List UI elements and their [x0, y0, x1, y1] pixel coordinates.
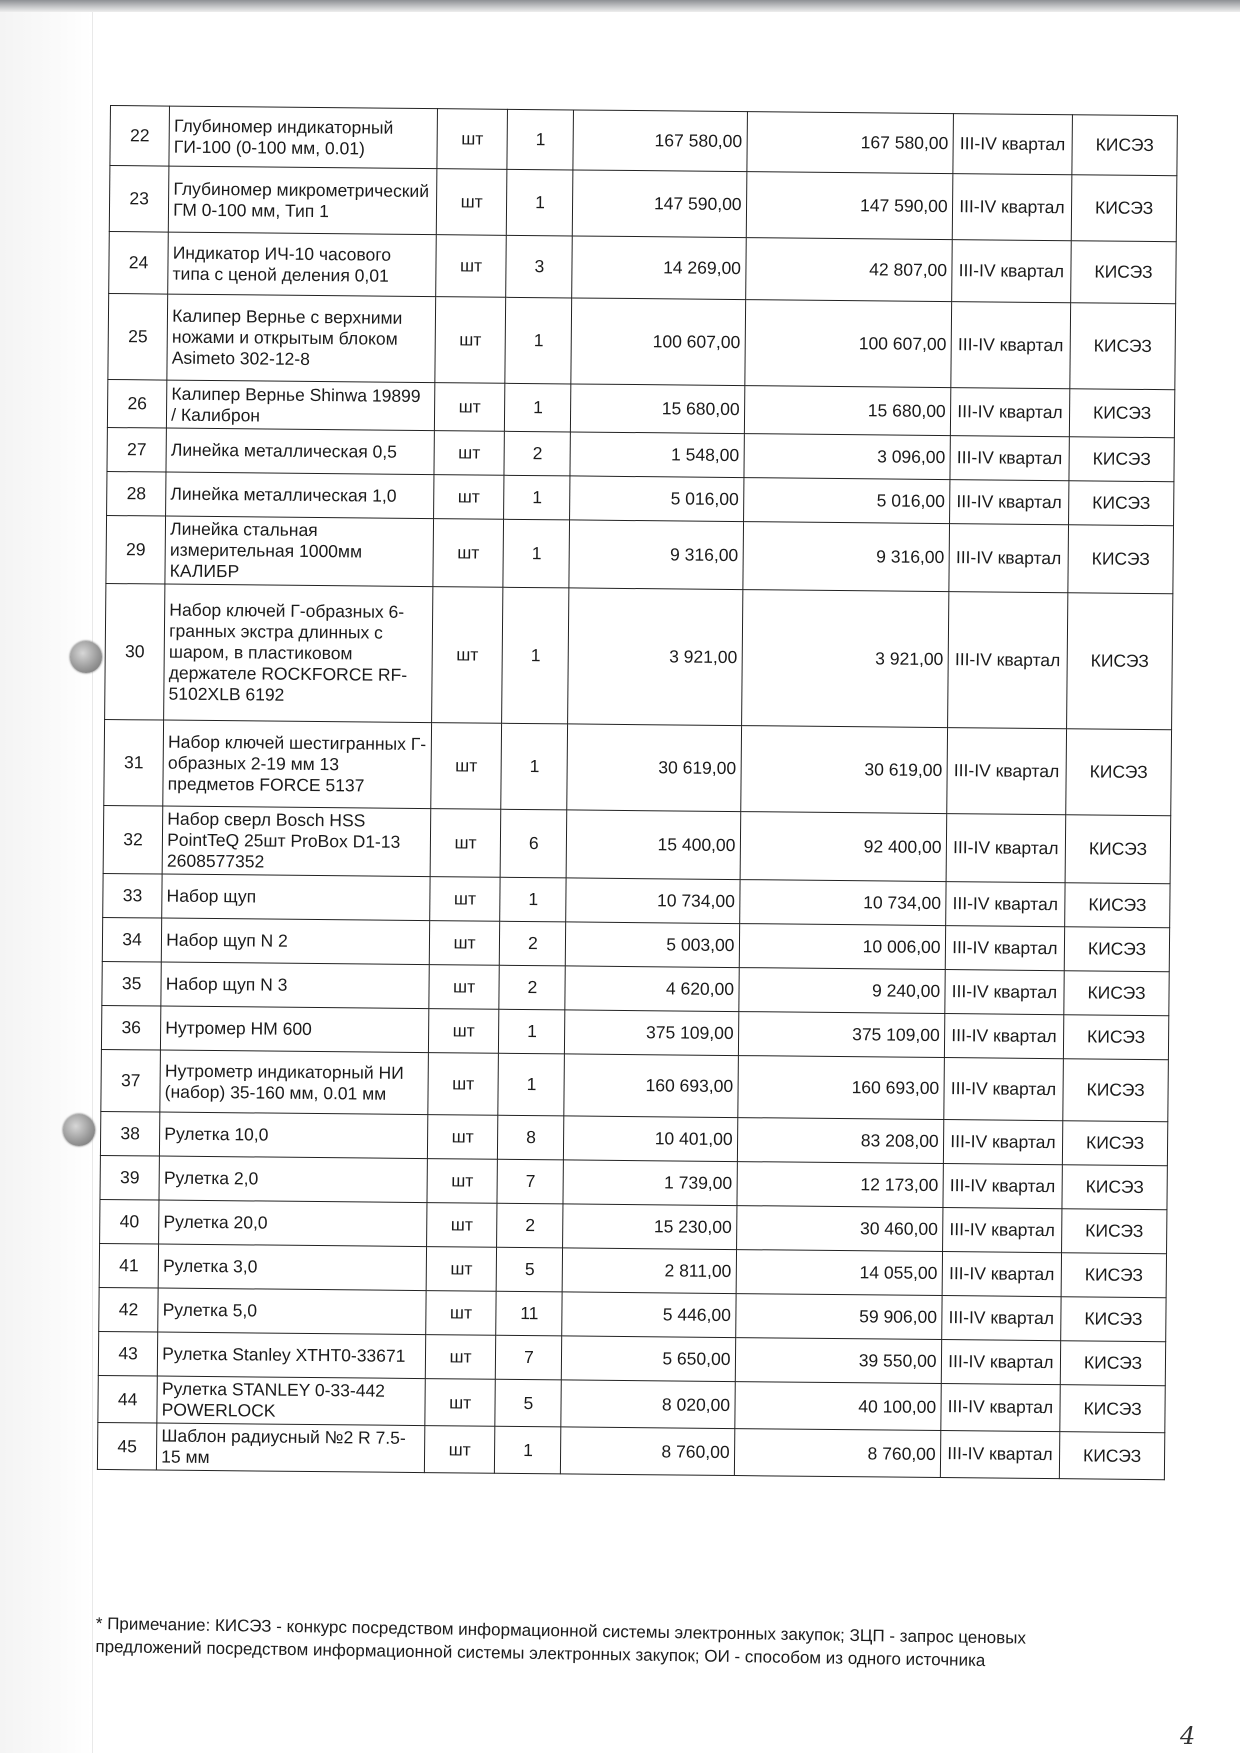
- quantity-cell: 6: [500, 809, 567, 878]
- period-cell: III-IV квартал: [945, 926, 1065, 971]
- total-cell: 59 906,00: [735, 1294, 942, 1340]
- table-row: [109, 231, 1177, 303]
- unit-cell: шт: [429, 965, 500, 1010]
- item-name: Линейка металлическая 0,5: [166, 428, 434, 475]
- unit-cell: шт: [429, 877, 500, 922]
- period-cell: III-IV квартал: [945, 882, 1065, 927]
- method-cell: КИСЭЗ: [1069, 437, 1174, 482]
- unit-cell: шт: [425, 1335, 496, 1380]
- row-number: 39: [100, 1155, 160, 1200]
- row-number: 37: [101, 1049, 161, 1112]
- row-number: 23: [109, 166, 169, 233]
- row-number: 34: [102, 917, 162, 962]
- method-cell: КИСЭЗ: [1069, 481, 1174, 526]
- row-number: 31: [104, 719, 164, 806]
- unit-price-cell: 8 020,00: [561, 1380, 735, 1429]
- period-cell: III-IV квартал: [950, 436, 1070, 481]
- total-cell: 100 607,00: [744, 300, 951, 388]
- unit-cell: шт: [434, 383, 505, 432]
- row-number: 28: [107, 471, 167, 516]
- quantity-cell: 1: [495, 1426, 561, 1474]
- quantity-cell: 1: [501, 723, 568, 810]
- unit-price-cell: 4 620,00: [565, 966, 738, 1012]
- unit-cell: шт: [434, 431, 505, 476]
- item-name: Нутрометр индикаторный НИ (набор) 35-160 мм, 0.01 мм: [160, 1050, 428, 1115]
- unit-price-cell: 167 580,00: [573, 110, 747, 172]
- punch-hole: [63, 1114, 95, 1146]
- unit-cell: шт: [433, 475, 504, 520]
- unit-cell: шт: [431, 723, 502, 810]
- unit-cell: шт: [429, 921, 500, 966]
- row-number: 27: [107, 427, 167, 472]
- row-number: 24: [109, 231, 169, 294]
- total-cell: 42 807,00: [745, 238, 952, 302]
- method-cell: КИСЭЗ: [1063, 1059, 1168, 1122]
- total-cell: 160 693,00: [737, 1056, 944, 1120]
- method-cell: КИСЭЗ: [1072, 115, 1177, 176]
- quantity-cell: 1: [498, 1053, 565, 1116]
- unit-cell: шт: [437, 109, 508, 170]
- unit-cell: шт: [427, 1115, 498, 1160]
- method-cell: КИСЭЗ: [1071, 175, 1176, 242]
- unit-price-cell: 1 739,00: [563, 1160, 736, 1206]
- quantity-cell: 2: [504, 431, 570, 476]
- method-cell: КИСЭЗ: [1070, 389, 1175, 438]
- period-cell: III-IV квартал: [946, 728, 1066, 815]
- unit-price-cell: 30 619,00: [567, 724, 741, 812]
- quantity-cell: 1: [500, 877, 566, 922]
- item-name: Набор щуп N 2: [161, 918, 429, 965]
- period-cell: III-IV квартал: [944, 970, 1064, 1015]
- table-row: [109, 166, 1177, 242]
- period-cell: III-IV квартал: [951, 240, 1071, 303]
- unit-cell: шт: [435, 235, 506, 298]
- period-cell: III-IV квартал: [946, 814, 1066, 883]
- unit-price-cell: 5 016,00: [570, 476, 743, 522]
- table-body: [97, 106, 1177, 1480]
- total-cell: 3 921,00: [741, 590, 948, 728]
- period-cell: III-IV квартал: [949, 480, 1069, 525]
- total-cell: 10 006,00: [739, 924, 946, 970]
- total-cell: 14 055,00: [736, 1250, 943, 1296]
- row-number: 42: [99, 1287, 159, 1332]
- row-number: 32: [103, 805, 163, 874]
- item-name: Набор ключей Г-образных 6-гранных экстра длинных с шаром, в пластиковом держателе ROCKFORCE RF-5102XLB 6192: [164, 584, 433, 723]
- quantity-cell: 1: [503, 519, 570, 588]
- document-table-wrap: [97, 105, 1178, 1480]
- total-cell: 92 400,00: [740, 812, 947, 882]
- item-name: Рулетка STANLEY 0-33-442 POWERLOCK: [157, 1376, 425, 1426]
- method-cell: КИСЭЗ: [1064, 1015, 1169, 1060]
- table-row: [108, 293, 1176, 389]
- unit-price-cell: 5 446,00: [562, 1292, 735, 1338]
- period-cell: III-IV квартал: [942, 1208, 1062, 1253]
- row-number: 35: [102, 961, 162, 1006]
- row-number: 33: [103, 873, 163, 918]
- unit-price-cell: 15 680,00: [571, 384, 745, 434]
- table-row: [101, 1049, 1169, 1121]
- item-name: Рулетка 10,0: [160, 1112, 428, 1159]
- row-number: 38: [100, 1111, 160, 1156]
- unit-price-cell: 15 400,00: [567, 810, 741, 880]
- unit-cell: шт: [435, 297, 506, 384]
- unit-price-cell: 10 734,00: [566, 878, 739, 924]
- quantity-cell: 1: [499, 1009, 565, 1054]
- item-name: Набор щуп: [162, 874, 430, 921]
- item-name: Линейка стальная измерительная 1000мм КАЛИБР: [165, 516, 433, 587]
- item-name: Линейка металлическая 1,0: [166, 472, 434, 519]
- total-cell: 15 680,00: [744, 386, 951, 436]
- period-cell: III-IV квартал: [952, 174, 1072, 241]
- period-cell: III-IV квартал: [947, 592, 1068, 729]
- method-cell: КИСЭЗ: [1064, 927, 1169, 972]
- row-number: 26: [107, 379, 167, 428]
- row-number: 29: [106, 515, 166, 584]
- item-name: Нутромер НМ 600: [161, 1006, 429, 1053]
- total-cell: 5 016,00: [743, 478, 950, 524]
- unit-cell: шт: [433, 519, 504, 588]
- quantity-cell: 2: [500, 921, 566, 966]
- item-name: Калипер Верньe с верхними ножами и открытым блоком Asimeto 302-12-8: [167, 294, 435, 383]
- total-cell: 167 580,00: [746, 112, 953, 174]
- quantity-cell: 1: [507, 169, 574, 236]
- quantity-cell: 1: [505, 383, 572, 432]
- unit-price-cell: 9 316,00: [569, 520, 743, 590]
- unit-cell: шт: [424, 1426, 495, 1474]
- method-cell: КИСЭЗ: [1060, 1341, 1165, 1386]
- unit-cell: шт: [436, 169, 507, 236]
- period-cell: III-IV квартал: [943, 1120, 1063, 1165]
- table-row: [110, 106, 1178, 176]
- total-cell: 10 734,00: [739, 880, 946, 926]
- unit-cell: шт: [428, 1009, 499, 1054]
- row-number: 30: [105, 583, 166, 720]
- method-cell: КИСЭЗ: [1071, 241, 1176, 304]
- unit-price-cell: 10 401,00: [564, 1116, 737, 1162]
- unit-price-cell: 15 230,00: [563, 1204, 736, 1250]
- footnote: * Примечание: КИСЭЗ - конкурс посредством информационной системы электронных закупок; ЗЦП - запрос ценовых предложений посредством информационной системы электронных закупок; ОИ - способом из одного источника: [95, 1613, 1027, 1671]
- item-name: Набор ключей шестигранных Г-образных 2-19 мм 13 предметов FORCE 5137: [163, 720, 431, 809]
- table-row: [106, 515, 1174, 593]
- quantity-cell: 11: [496, 1291, 562, 1336]
- method-cell: КИСЭЗ: [1062, 1165, 1167, 1210]
- page-number: 4: [1180, 1722, 1196, 1750]
- period-cell: III-IV квартал: [941, 1296, 1061, 1341]
- period-cell: III-IV квартал: [948, 524, 1068, 593]
- item-name: Глубиномер индикаторный ГИ-100 (0-100 мм, 0.01): [169, 106, 437, 169]
- method-cell: КИСЭЗ: [1062, 1209, 1167, 1254]
- total-cell: 83 208,00: [737, 1118, 944, 1164]
- quantity-cell: 1: [502, 587, 569, 724]
- quantity-cell: 2: [497, 1203, 563, 1248]
- total-cell: 147 590,00: [746, 172, 953, 240]
- item-name: Глубиномер микрометрический ГМ 0-100 мм, Тип 1: [168, 166, 436, 235]
- item-name: Рулетка 3,0: [158, 1244, 426, 1291]
- unit-price-cell: 5 650,00: [562, 1336, 735, 1382]
- method-cell: КИСЭЗ: [1068, 525, 1173, 594]
- item-name: Набор щуп N 3: [161, 962, 429, 1009]
- unit-cell: шт: [430, 809, 501, 878]
- period-cell: III-IV квартал: [943, 1164, 1063, 1209]
- total-cell: 12 173,00: [736, 1162, 943, 1208]
- unit-price-cell: 5 003,00: [566, 922, 739, 968]
- method-cell: КИСЭЗ: [1061, 1297, 1166, 1342]
- unit-price-cell: 14 269,00: [572, 236, 746, 300]
- table-row: [103, 805, 1171, 883]
- unit-price-cell: 147 590,00: [573, 170, 747, 238]
- period-cell: III-IV квартал: [941, 1340, 1061, 1385]
- item-name: Шаблон радиусный №2 R 7.5-15 мм: [157, 1423, 425, 1473]
- unit-cell: шт: [431, 587, 503, 724]
- quantity-cell: 1: [507, 109, 574, 170]
- period-cell: III-IV квартал: [942, 1252, 1062, 1297]
- item-name: Рулетка Stanley XTHT0-33671: [158, 1332, 426, 1379]
- quantity-cell: 3: [506, 235, 573, 298]
- item-name: Рулетка 20,0: [159, 1200, 427, 1247]
- quantity-cell: 1: [505, 297, 572, 384]
- unit-cell: шт: [425, 1379, 496, 1427]
- row-number: 22: [110, 106, 170, 167]
- method-cell: КИСЭЗ: [1060, 1432, 1165, 1480]
- unit-price-cell: 100 607,00: [571, 298, 745, 386]
- method-cell: КИСЭЗ: [1065, 815, 1170, 884]
- period-cell: III-IV квартал: [950, 388, 1070, 437]
- total-cell: 30 460,00: [736, 1206, 943, 1252]
- table-row: [105, 583, 1173, 729]
- total-cell: 39 550,00: [735, 1338, 942, 1384]
- unit-price-cell: 375 109,00: [565, 1010, 738, 1056]
- method-cell: КИСЭЗ: [1065, 883, 1170, 928]
- unit-cell: шт: [426, 1203, 497, 1248]
- quantity-cell: 2: [499, 965, 565, 1010]
- scan-top-edge: [0, 0, 1240, 12]
- row-number: 45: [97, 1422, 157, 1470]
- unit-cell: шт: [426, 1291, 497, 1336]
- total-cell: 8 760,00: [734, 1429, 941, 1478]
- total-cell: 375 109,00: [738, 1012, 945, 1058]
- period-cell: III-IV квартал: [944, 1014, 1064, 1059]
- quantity-cell: 8: [498, 1115, 564, 1160]
- period-cell: III-IV квартал: [940, 1384, 1060, 1432]
- scan-left-margin: [0, 12, 93, 1753]
- quantity-cell: 7: [497, 1159, 563, 1204]
- period-cell: III-IV квартал: [953, 114, 1073, 175]
- quantity-cell: 7: [496, 1335, 562, 1380]
- method-cell: КИСЭЗ: [1070, 303, 1176, 390]
- unit-cell: шт: [428, 1053, 499, 1116]
- item-name: Калипер Верньe Shinwa 19899 / Калиброн: [167, 380, 435, 431]
- row-number: 40: [100, 1199, 160, 1244]
- item-name: Индикатор ИЧ-10 часового типа с ценой деления 0,01: [168, 232, 436, 297]
- total-cell: 3 096,00: [743, 434, 950, 480]
- method-cell: КИСЭЗ: [1066, 729, 1172, 816]
- row-number: 43: [98, 1331, 158, 1376]
- total-cell: 9 316,00: [742, 522, 949, 592]
- row-number: 36: [101, 1005, 161, 1050]
- unit-cell: шт: [427, 1159, 498, 1204]
- quantity-cell: 5: [495, 1379, 561, 1427]
- item-name: Рулетка 2,0: [159, 1156, 427, 1203]
- method-cell: КИСЭЗ: [1060, 1385, 1165, 1433]
- method-cell: КИСЭЗ: [1067, 593, 1173, 730]
- unit-price-cell: 3 921,00: [568, 588, 742, 726]
- method-cell: КИСЭЗ: [1063, 1121, 1168, 1166]
- procurement-table: [97, 105, 1178, 1480]
- item-name: Рулетка 5,0: [158, 1288, 426, 1335]
- total-cell: 9 240,00: [738, 968, 945, 1014]
- unit-cell: шт: [426, 1247, 497, 1292]
- item-name: Набор сверл Bosch HSS PointTeQ 25шт ProBox D1-13 2608577352: [162, 806, 430, 877]
- method-cell: КИСЭЗ: [1064, 971, 1169, 1016]
- total-cell: 30 619,00: [740, 726, 947, 814]
- table-row: [104, 719, 1172, 815]
- quantity-cell: 1: [504, 475, 570, 520]
- period-cell: III-IV квартал: [943, 1058, 1063, 1121]
- total-cell: 40 100,00: [734, 1382, 941, 1431]
- unit-price-cell: 2 811,00: [563, 1248, 736, 1294]
- row-number: 25: [108, 293, 168, 380]
- table-row: [97, 1422, 1164, 1479]
- unit-price-cell: 8 760,00: [561, 1427, 735, 1476]
- quantity-cell: 5: [497, 1247, 563, 1292]
- period-cell: III-IV квартал: [940, 1431, 1060, 1479]
- row-number: 44: [98, 1375, 158, 1423]
- unit-price-cell: 160 693,00: [564, 1054, 738, 1118]
- method-cell: КИСЭЗ: [1061, 1253, 1166, 1298]
- period-cell: III-IV квартал: [950, 302, 1070, 389]
- unit-price-cell: 1 548,00: [570, 432, 743, 478]
- row-number: 41: [99, 1243, 159, 1288]
- punch-hole: [70, 641, 102, 673]
